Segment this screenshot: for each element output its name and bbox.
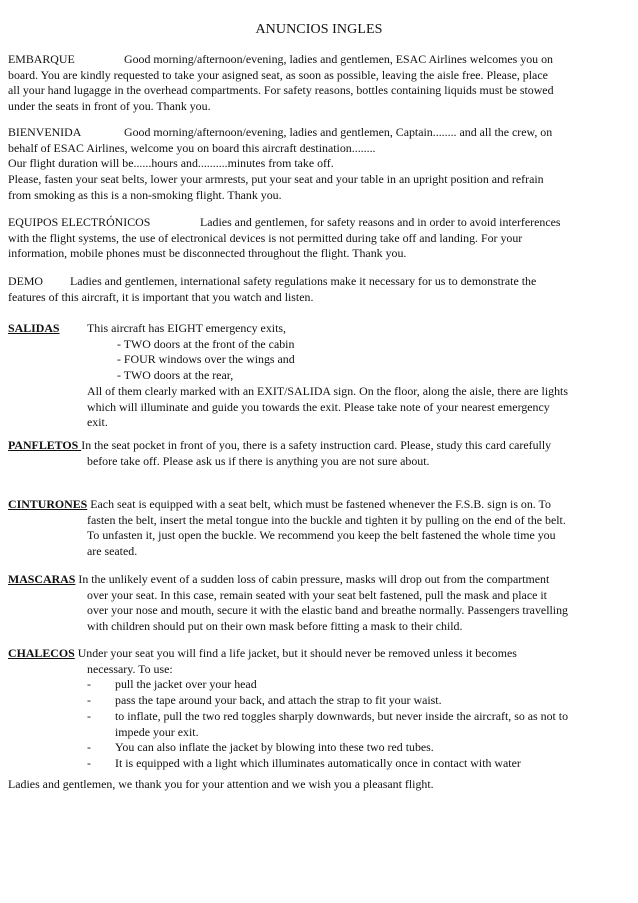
section-mascaras xyxy=(8,572,608,635)
closing-line: Ladies and gentlemen, we thank you for your attention and we wish you a pleasant flight. xyxy=(8,777,434,791)
section-salidas xyxy=(8,321,608,431)
list-item: - It is equipped with a light which illuminates automatically once in contact with water xyxy=(87,755,521,770)
panfletos-line-2: before take off. Please ask us if there is anything you are not sure about. xyxy=(87,453,430,468)
chalecos-instructions-list xyxy=(87,677,608,771)
demo-label: DEMO xyxy=(8,274,44,288)
mascaras-line-2: over your seat. In this case, remain seated with your seat belt fastened, pull the mask and place it xyxy=(87,587,547,602)
list-item: impede your exit. xyxy=(115,724,199,739)
panfletos-label: PANFLETOS xyxy=(8,438,82,452)
list-item: - to inflate, pull the two red toggles sharply downwards, but never inside the aircraft, so as not to xyxy=(87,708,569,723)
section-panfletos xyxy=(8,438,608,469)
section-cinturones xyxy=(8,497,608,560)
cinturones-line-2: fasten the belt, insert the metal tongue into the buckle and tighten it by pulling on the end of the belt. xyxy=(87,512,566,527)
list-item: - pull the jacket over your head xyxy=(87,677,257,692)
embarque-line-1: EMBARQUE Good morning/afternoon/evening, ladies and gentlemen, ESAC Airlines welcomes you on xyxy=(8,52,553,66)
bienvenida-line-3: Our flight duration will be......hours and..........minutes from take off. xyxy=(8,156,334,171)
page-title: ANUNCIOS INGLES xyxy=(255,22,383,37)
section-equipos-electronicos xyxy=(8,215,608,262)
section-bienvenida xyxy=(8,125,608,204)
salidas-exit-item: - TWO doors at the rear, xyxy=(117,368,234,383)
embarque-line-2: board. You are kindly requested to take your asigned seat, as soon as possible, leaving the aisle free. Please, place xyxy=(8,67,548,82)
chalecos-label: CHALECOS xyxy=(8,646,75,660)
equipos-line-1: EQUIPOS ELECTRÓNICOS Ladies and gentlemen, for safety reasons and in order to avoid interferences xyxy=(8,215,561,229)
mascaras-line-4: with children should put on their own mask before fitting a mask to their child. xyxy=(87,619,463,634)
bienvenida-line-2: behalf of ESAC Airlines, welcome you on board this aircraft destination........ xyxy=(8,140,376,155)
chalecos-line-1: CHALECOS Under your seat you will find a life jacket, but it should never be removed unless it becomes xyxy=(8,646,517,660)
demo-line-2: features of this aircraft, it is important that you watch and listen. xyxy=(8,289,314,304)
section-embarque xyxy=(8,52,608,115)
equipos-label: EQUIPOS ELECTRÓNICOS xyxy=(8,215,151,229)
section-demo xyxy=(8,274,608,305)
bienvenida-label: BIENVENIDA xyxy=(8,125,82,139)
chalecos-line-2: necessary. To use: xyxy=(87,661,173,676)
salidas-intro: This aircraft has EIGHT emergency exits, xyxy=(87,321,286,335)
demo-line-1: DEMO Ladies and gentlemen, international safety regulations make it necessary for us to demonstrate the xyxy=(8,274,537,288)
embarque-line-3: all your hand lugagge in the overhead compartments. For safety reasons, bottles containing liquids must be stowed xyxy=(8,83,554,98)
panfletos-line-1: PANFLETOS In the seat pocket in front of you, there is a safety instruction card. Please, study this card carefully xyxy=(8,438,552,452)
section-chalecos xyxy=(8,646,608,772)
salidas-line-b: which will illuminate and guide you towards the exit. Please take note of your nearest emergency xyxy=(87,399,550,414)
bienvenida-line-5: from smoking as this is a non-smoking flight. Thank you. xyxy=(8,187,282,202)
bienvenida-line-4: Please, fasten your seat belts, lower your armrests, put your seat and your table in an upright position and refrain xyxy=(8,172,544,187)
mascaras-line-3: over your nose and mouth, secure it with the elastic band and breathe normally. Passengers travelling xyxy=(87,603,568,618)
equipos-line-2: with the flight systems, the use of electronical devices is not permitted during take off and landing. For your xyxy=(8,230,523,245)
cinturones-label: CINTURONES xyxy=(8,497,88,511)
salidas-label: SALIDAS xyxy=(8,321,60,335)
embarque-line-4: under the seats in front of you. Thank you. xyxy=(8,99,211,114)
cinturones-line-1: CINTURONES Each seat is equipped with a seat belt, which must be fastened whenever the F.S.B. sign is on. To xyxy=(8,497,551,511)
mascaras-line-1: MASCARAS In the unlikely event of a sudden loss of cabin pressure, masks will drop out from the compartment xyxy=(8,572,550,586)
cinturones-line-3: To unfasten it, just open the buckle. We recommend you keep the belt fastened the whole time you xyxy=(87,528,556,543)
bienvenida-line-1: BIENVENIDA Good morning/afternoon/evening, ladies and gentlemen, Captain........ and all the crew, on xyxy=(8,125,553,139)
salidas-exit-item: - TWO doors at the front of the cabin xyxy=(117,336,295,351)
salidas-exit-item: - FOUR windows over the wings and xyxy=(117,352,295,367)
cinturones-line-4: are seated. xyxy=(87,544,138,559)
mascaras-label: MASCARAS xyxy=(8,572,76,586)
salidas-line-a: All of them clearly marked with an EXIT/SALIDA sign. On the floor, along the aisle, there are lights xyxy=(87,383,568,398)
equipos-line-3: information, mobile phones must be disconnected throughout the flight. Thank you. xyxy=(8,246,407,261)
salidas-line-c: exit. xyxy=(87,415,108,430)
list-item: - pass the tape around your back, and attach the strap to fit your waist. xyxy=(87,693,442,708)
embarque-label: EMBARQUE xyxy=(8,52,75,66)
list-item: - You can also inflate the jacket by blowing into these two red tubes. xyxy=(87,740,434,755)
